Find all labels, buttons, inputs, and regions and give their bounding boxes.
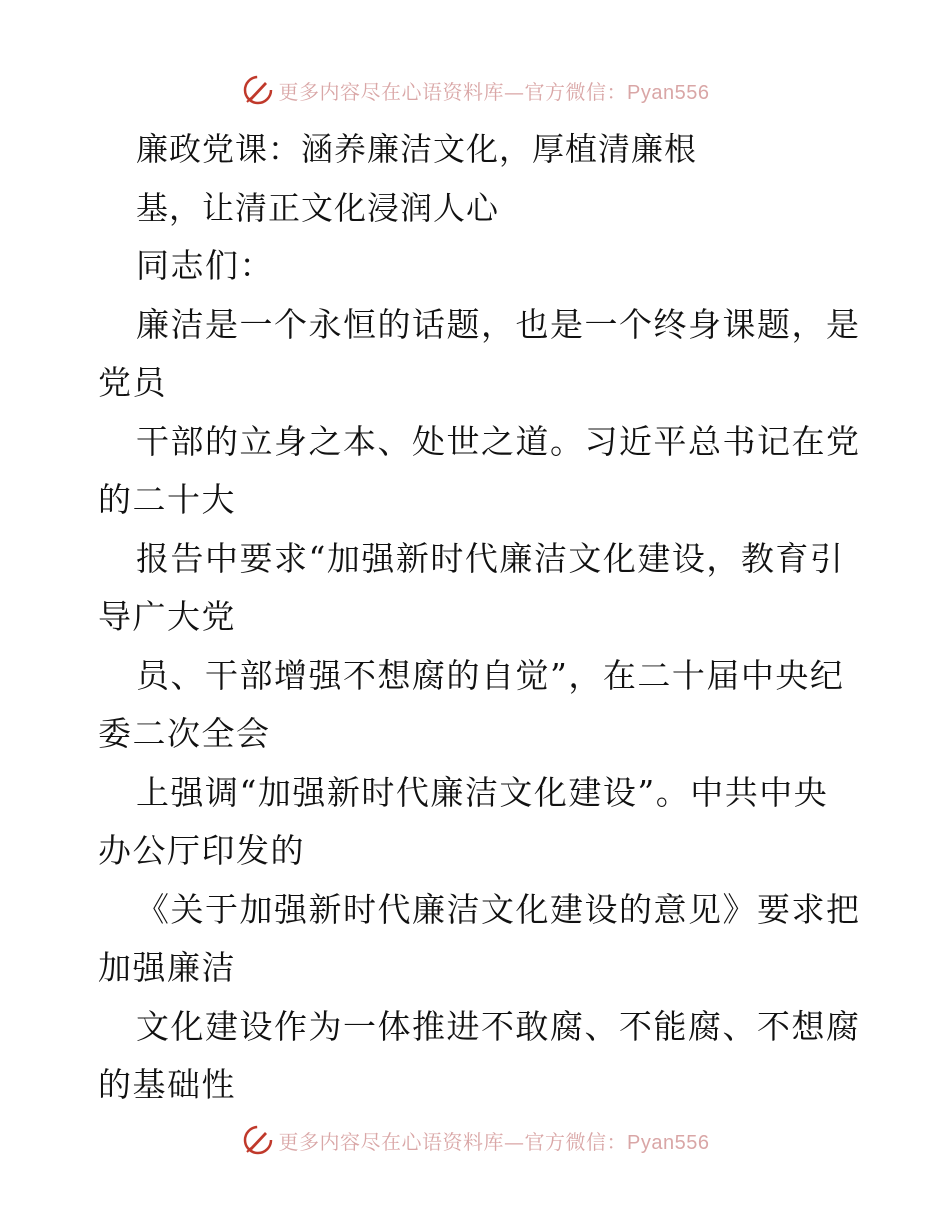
paragraph-line: 员、干部增强不想腐的自觉”，在二十届中央纪 — [136, 655, 845, 695]
paragraph-line: 文化建设作为一体推进不敢腐、不能腐、不想腐 — [136, 1006, 861, 1046]
salutation: 同志们： — [136, 246, 274, 285]
paragraph-line: 办公厅印发的 — [98, 831, 305, 870]
header-watermark — [0, 70, 950, 110]
watermark-wechat-id: Pyan556 — [627, 1131, 710, 1154]
watermark-wechat-id: Pyan556 — [627, 81, 710, 104]
document-body — [98, 120, 861, 1115]
quill-logo-icon — [241, 1123, 275, 1157]
watermark-text: 更多内容尽在心语资料库—官方微信：Pyan556 — [278, 79, 710, 104]
quill-logo-icon — [241, 73, 275, 107]
paragraph-line: 干部的立身之本、处世之道。习近平总书记在党 — [136, 421, 861, 461]
paragraph-line: 廉洁是一个永恒的话题，也是一个终身课题，是 — [136, 304, 861, 344]
doc-title-line-2: 基，让清正文化浸润人心 — [136, 188, 500, 227]
footer-watermark — [0, 1120, 950, 1160]
paragraph-line: 的二十大 — [98, 480, 236, 519]
paragraph-line: 的基础性 — [98, 1065, 236, 1104]
paragraph-line: 委二次全会 — [98, 714, 271, 753]
watermark-text: 更多内容尽在心语资料库—官方微信：Pyan556 — [278, 1129, 710, 1154]
paragraph-line: 《关于加强新时代廉洁文化建设的意见》要求把 — [136, 889, 861, 929]
paragraph-line: 党员 — [98, 363, 167, 402]
paragraph-line: 导广大党 — [98, 597, 236, 636]
doc-title-line-1: 廉政党课：涵养廉洁文化，厚植清廉根 — [136, 130, 698, 168]
paragraph-line: 上强调“加强新时代廉洁文化建设”。中共中央 — [136, 772, 829, 812]
paragraph-line: 加强廉洁 — [98, 948, 236, 987]
paragraph-line: 报告中要求“加强新时代廉洁文化建设，教育引 — [136, 538, 845, 578]
